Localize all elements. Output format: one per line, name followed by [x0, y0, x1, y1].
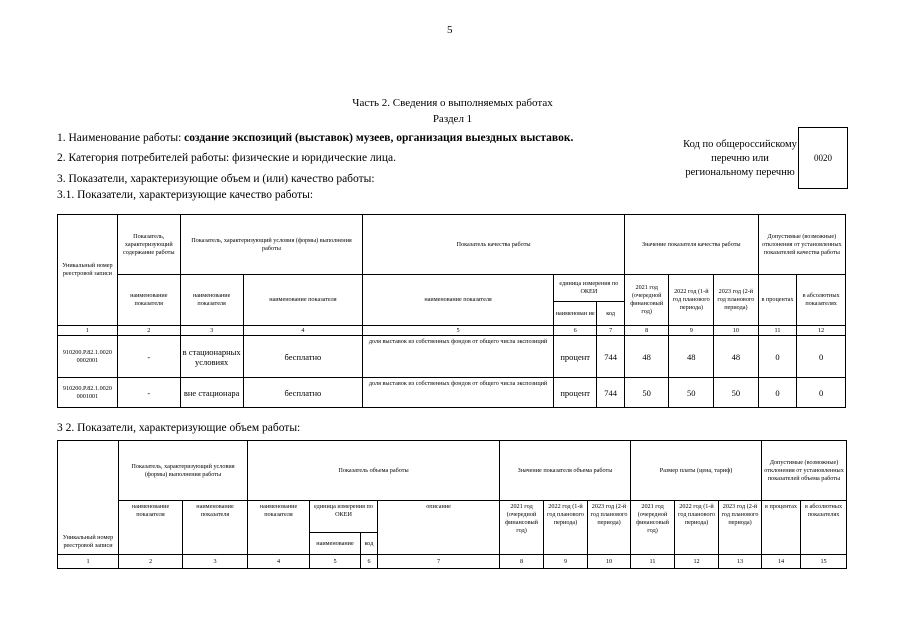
v-h-okei-name: наименование [310, 533, 361, 555]
q-h-okei-name: наименован ие [553, 302, 597, 326]
v-h-volume-name: наименование показателя [248, 501, 310, 555]
q-h-quality: Показатель качества работы [363, 215, 625, 275]
volume-table [57, 440, 847, 569]
q-col-number: 12 [797, 326, 846, 336]
v-h-volume: Показатель объема работы [248, 441, 500, 501]
v-h-conditions: Показатель, характеризующий условия (формы) выполнения работы [119, 441, 248, 501]
q-row-content: - [117, 378, 180, 408]
consumer-category: 2. Категория потребителей работы: физические и юридические лица. [57, 152, 396, 164]
table-row [58, 378, 846, 408]
q-row-unit: процент [553, 336, 597, 378]
v-h-deviation: Допустимые (возможные) отклонения от установленных показателей объема работы [762, 441, 847, 501]
quality-heading: 3.1. Показатели, характеризующие качество работы: [57, 189, 314, 201]
q-row-payment: бесплатно [243, 336, 363, 378]
v-col-number: 4 [248, 555, 310, 569]
v-h-cond2-name: наименование показателя [183, 501, 248, 555]
q-row-percent: 0 [758, 378, 797, 408]
q-row-code: 744 [597, 378, 624, 408]
volume-heading: 3 2. Показатели, характеризующие объем работы: [57, 422, 301, 434]
v-h-values: Значение показателя объема работы [500, 441, 631, 501]
q-row-2022: 50 [669, 378, 714, 408]
q-col-number: 9 [669, 326, 714, 336]
q-h-deviation: Допустимые (возможные) отклонения от установленных показателей качества работы [758, 215, 845, 275]
v-h-okei: единица измерения по ОКЕИ [310, 501, 378, 533]
v-col-number: 7 [378, 555, 500, 569]
v-col-number: 8 [500, 555, 544, 569]
q-h-okei: единица измерения по ОКЕИ [553, 275, 624, 302]
v-h-fee-2021: 2021 год (очередной финансовый год) [631, 501, 675, 555]
q-col-number: 1 [58, 326, 118, 336]
q-col-number: 3 [180, 326, 243, 336]
v-col-number: 11 [631, 555, 675, 569]
v-col-number: 15 [801, 555, 847, 569]
q-col-number: 2 [117, 326, 180, 336]
q-row-absolute: 0 [797, 336, 846, 378]
v-h-okei-code: код [361, 533, 378, 555]
q-col-number: 5 [363, 326, 554, 336]
v-col-number: 10 [588, 555, 631, 569]
q-row-absolute: 0 [797, 378, 846, 408]
q-row-indicator: доля выставок из собственных фондов от общего числа экспозиций [363, 378, 554, 408]
v-col-number: 5 [310, 555, 361, 569]
q-row-unit: процент [553, 378, 597, 408]
v-h-unique: Уникальный номер реестровой записи [58, 441, 119, 555]
q-col-number: 6 [553, 326, 597, 336]
q-h-content-name: наименование показателя [117, 275, 180, 326]
q-row-code: 744 [597, 336, 624, 378]
q-h-percent: в процентах [758, 275, 797, 326]
v-h-2023: 2023 год (2-й год планового периода) [588, 501, 631, 555]
v-col-number: 1 [58, 555, 119, 569]
q-h-quality-name: наименование показателя [363, 275, 554, 326]
section-title: Раздел 1 [432, 113, 473, 125]
v-h-fee-2023: 2023 год (2-й год планового периода) [719, 501, 762, 555]
indicators-heading: 3. Показатели, характеризующие объем и (или) качество работы: [57, 173, 375, 185]
q-row-place: вне стационара [180, 378, 243, 408]
v-h-2021: 2021 год (очередной финансовый год) [500, 501, 544, 555]
v-col-number: 2 [119, 555, 183, 569]
v-col-number: 3 [183, 555, 248, 569]
q-h-place-name: наименование показателя [180, 275, 243, 326]
q-col-number: 4 [243, 326, 363, 336]
work-name-prefix: 1. Наименование работы: [57, 132, 185, 144]
q-row-2021: 50 [624, 378, 669, 408]
code-box [798, 127, 848, 189]
v-col-number: 14 [762, 555, 801, 569]
work-name-line [57, 132, 573, 144]
v-h-absolute: в абсолютных показателях [801, 501, 847, 555]
q-row-payment: бесплатно [243, 378, 363, 408]
q-col-number: 11 [758, 326, 797, 336]
v-col-number: 9 [544, 555, 588, 569]
v-h-2022: 2022 год (1-й год планового периода) [544, 501, 588, 555]
q-row-2021: 48 [624, 336, 669, 378]
q-row-id: 910200.Р.82.1.0020​0002001 [58, 336, 118, 378]
v-col-numbers-row [58, 555, 847, 569]
q-col-number: 7 [597, 326, 624, 336]
v-col-number: 13 [719, 555, 762, 569]
code-label: Код по общероссийскому перечню или региональному перечню [683, 139, 797, 178]
q-row-2023: 48 [714, 336, 759, 378]
v-h-fee-2022: 2022 год (1-й год планового периода) [675, 501, 719, 555]
code-value: 0020 [814, 153, 832, 163]
q-h-conditions: Показатель, характеризующий условия (формы) выполнения работы [180, 215, 363, 275]
q-col-number: 8 [624, 326, 669, 336]
q-row-2023: 50 [714, 378, 759, 408]
q-row-content: - [117, 336, 180, 378]
page-number: 5 [447, 24, 453, 36]
v-h-cond1-name: наименование показателя [119, 501, 183, 555]
work-name-value: создание экспозиций (выставок) музеев, организация выездных выставок. [184, 132, 574, 144]
q-h-2022: 2022 год (1-й год планового периода) [669, 275, 714, 326]
v-h-percent: в процентах [762, 501, 801, 555]
q-col-number: 10 [714, 326, 759, 336]
q-h-okei-code: код [597, 302, 624, 326]
q-row-id: 910200.Р.82.1.0020​0001001 [58, 378, 118, 408]
q-h-2021: 2021 год (очередной финансовый год) [624, 275, 669, 326]
q-col-numbers-row [58, 326, 846, 336]
q-h-unique: Уникальный номер реестровой записи [58, 215, 118, 326]
q-h-content: Показатель, характеризующий содержание работы [117, 215, 180, 275]
q-h-values: Значение показателя качества работы [624, 215, 758, 275]
part-title: Часть 2. Сведения о выполняемых работах [352, 97, 553, 109]
v-h-fee: Размер платы (цена, тариф) [631, 441, 762, 501]
v-h-description: описание [378, 501, 500, 555]
q-h-2023: 2023 год (2-й год планового периода) [714, 275, 759, 326]
quality-table [57, 214, 846, 408]
q-h-payment-name: наименование показателя [243, 275, 363, 326]
v-col-number: 6 [361, 555, 378, 569]
v-col-number: 12 [675, 555, 719, 569]
q-row-2022: 48 [669, 336, 714, 378]
table-row [58, 336, 846, 378]
q-h-absolute: в абсолютных показателях [797, 275, 846, 326]
q-row-place: в стационарных условиях [180, 336, 243, 378]
q-row-indicator: доля выставок из собственных фондов от общего числа экспозиций [363, 336, 554, 378]
q-row-percent: 0 [758, 336, 797, 378]
